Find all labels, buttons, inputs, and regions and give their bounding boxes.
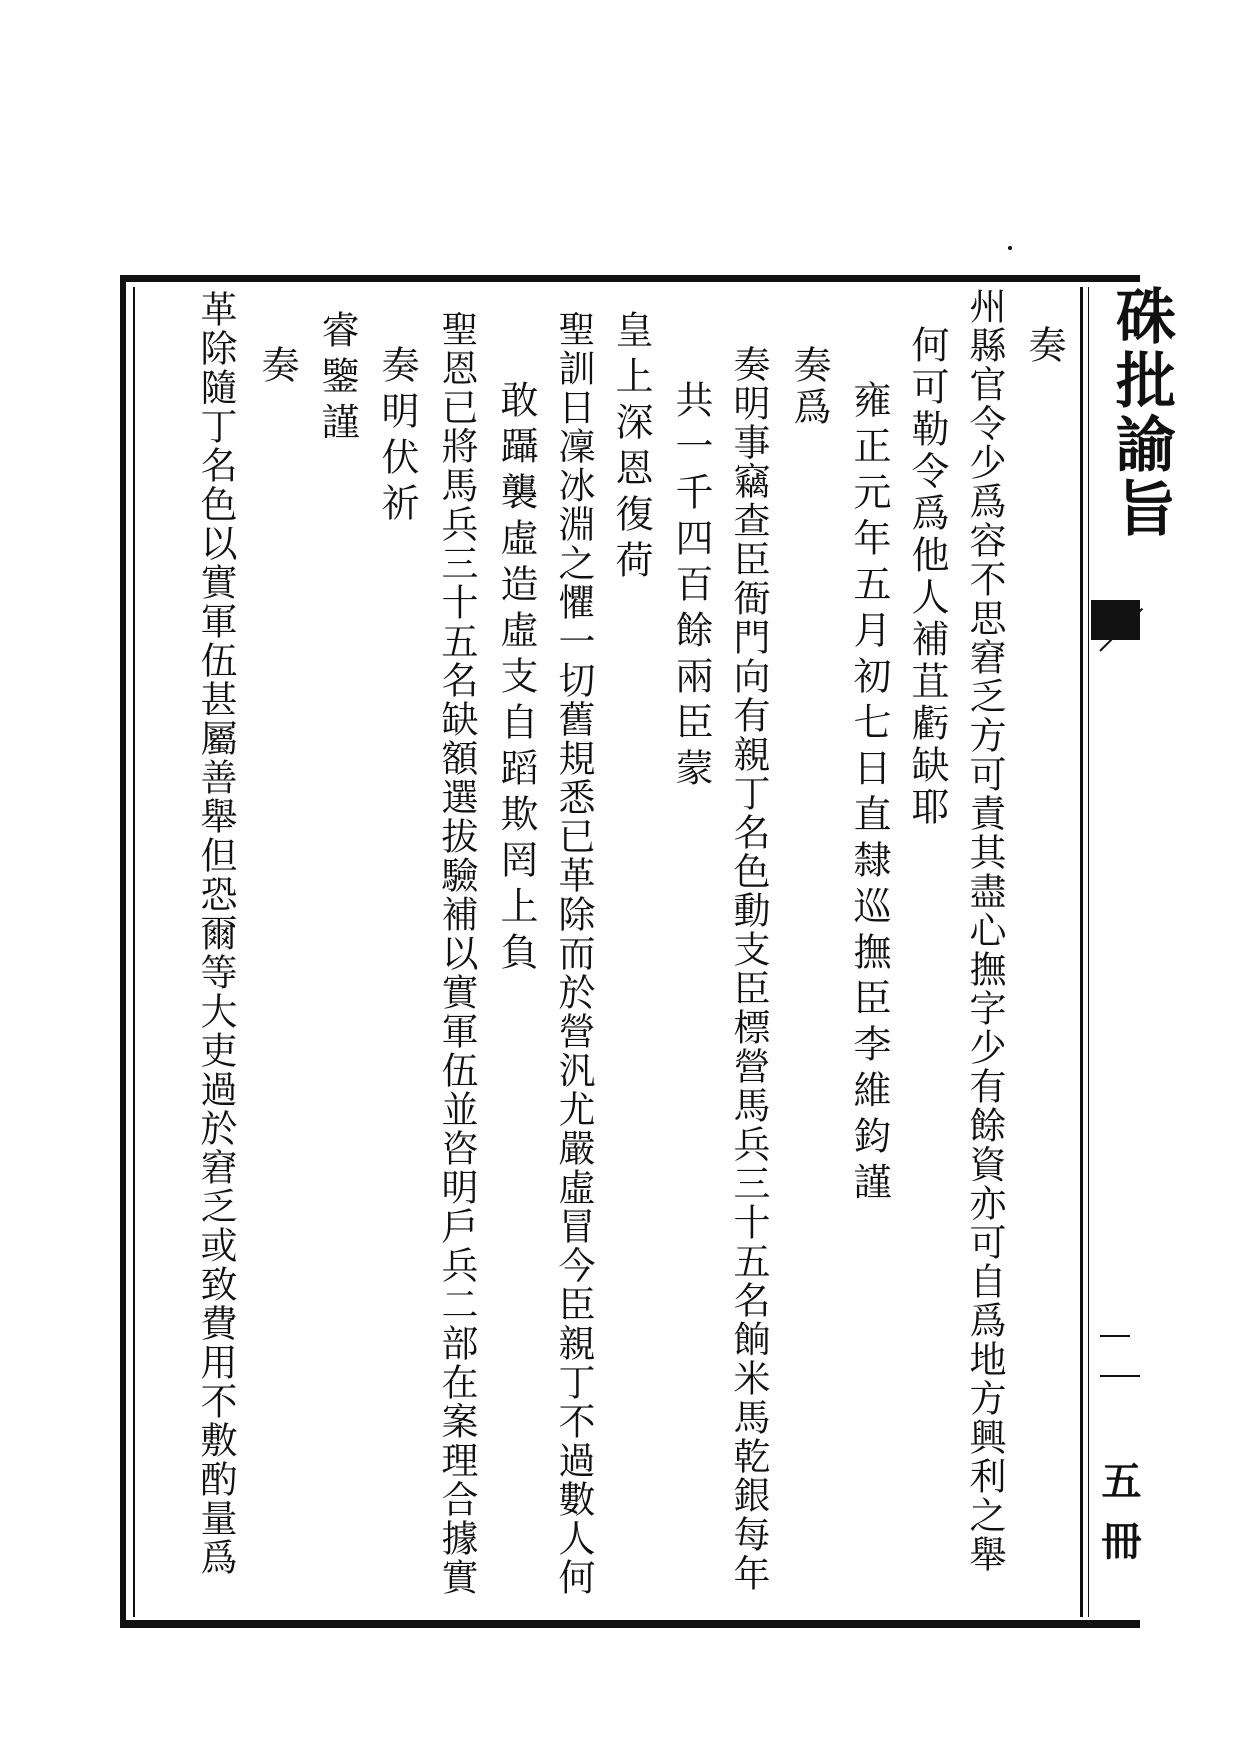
ink-speck	[1008, 246, 1012, 250]
margin-tick	[1100, 1375, 1140, 1377]
text-column-15: 革除隨丁名色以實軍伍甚屬善舉但恐爾等大吏過於窘乏或致費用不敷酌量爲	[194, 290, 237, 1577]
text-column-3: 何可勒令爲他人補苴虧缺耶	[905, 325, 949, 829]
text-column-2: 州縣官令少爲容不思窘乏方可責其盡心撫字少有餘資亦可自爲地方興利之舉	[963, 287, 1006, 1574]
text-column-8: 皇上深恩復荷	[609, 310, 653, 586]
margin-tick	[1100, 1335, 1130, 1337]
text-column-14: 奏	[255, 345, 299, 387]
frame-right-rule	[1080, 287, 1083, 1617]
text-column-12: 奏明伏祈	[375, 345, 419, 529]
frame-left-inner-rule	[133, 287, 135, 1617]
text-column-7: 共一千四百餘兩臣蒙	[669, 380, 713, 794]
book-title: 硃批諭旨	[1106, 285, 1176, 541]
text-column-5: 奏爲	[787, 345, 831, 429]
text-column-11: 聖恩已將馬兵三十五名缺額選拔驗補以實軍伍並咨明戶兵二部在案理合據實	[435, 310, 478, 1597]
frame-right-inner-rule	[1088, 287, 1089, 1617]
text-column-9: 聖訓日凜冰淵之懼一切舊規悉已革除而於營汎尤嚴虛冒今臣親丁不過數人何	[552, 310, 595, 1597]
frame-top-rule	[120, 275, 1140, 282]
volume-label: 五冊	[1095, 1460, 1142, 1580]
frame-bottom-rule	[120, 1620, 1140, 1628]
text-column-6: 奏明事竊查臣衙門向有親丁名色動支臣標營馬兵三十五名餉米馬乾銀每年	[727, 345, 770, 1593]
text-column-1: 奏	[1022, 325, 1066, 367]
frame-left-rule	[120, 275, 126, 1628]
text-column-13: 睿鑒謹	[315, 310, 359, 448]
text-column-10: 敢躡襲虛造虛支自蹈欺罔上負	[494, 380, 538, 978]
text-column-4: 雍正元年五月初七日直隸巡撫臣李維鈞謹	[847, 380, 891, 1208]
